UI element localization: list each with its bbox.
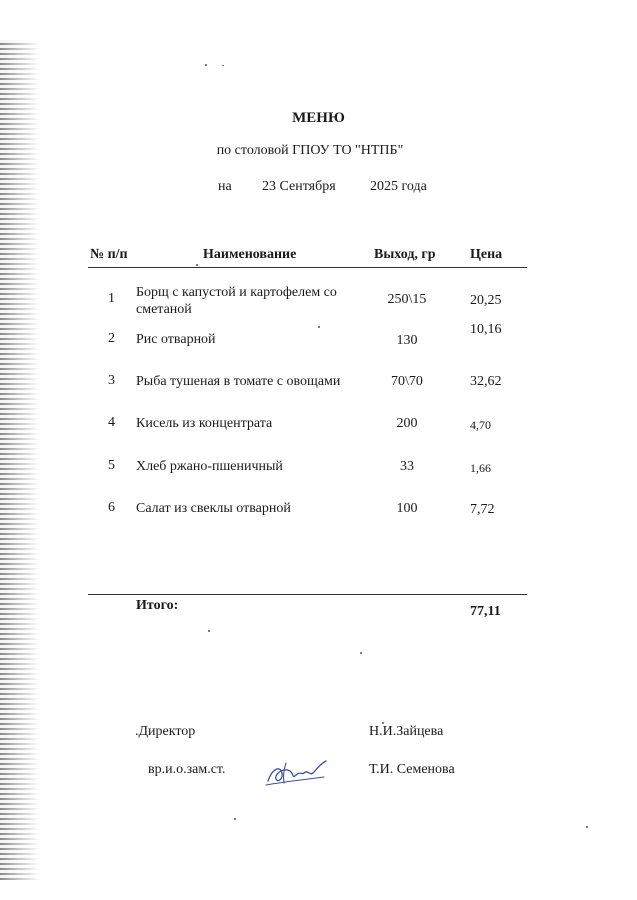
scan-speck	[205, 64, 207, 66]
row-3-price: 32,62	[470, 374, 502, 389]
row-6-price: 7,72	[470, 502, 495, 517]
row-2-name: Рис отварной	[136, 332, 216, 347]
header-number: № п/п	[90, 247, 128, 262]
total-value: 77,11	[470, 604, 501, 619]
row-4-yield: 200	[396, 416, 418, 431]
date-prefix: на	[218, 179, 232, 194]
scan-speck	[234, 818, 236, 820]
row-3-number: 3	[108, 373, 115, 388]
scan-speck	[222, 65, 224, 66]
row-3-yield: 70\70	[391, 374, 423, 389]
row-3-name: Рыба тушеная в томате с овощами	[136, 374, 341, 389]
row-1-yield: 250\15	[387, 292, 427, 307]
total-label: Итого:	[136, 598, 179, 613]
row-1-name-line2: сметаной	[136, 302, 192, 317]
row-5-number: 5	[108, 458, 115, 473]
header-divider	[88, 267, 527, 268]
date-day-month: 23 Сентября	[262, 179, 336, 194]
scan-speck	[382, 722, 384, 724]
row-6-number: 6	[108, 500, 115, 515]
scan-speck	[318, 326, 320, 328]
scan-edge-artifact	[0, 40, 40, 880]
row-1-price: 20,25	[470, 293, 502, 308]
row-6-name: Салат из свеклы отварной	[136, 501, 291, 516]
row-2-number: 2	[108, 331, 115, 346]
row-1-name-line1: Борщ с капустой и картофелем со	[136, 285, 337, 300]
scan-speck	[196, 264, 198, 266]
row-5-name: Хлеб ржано-пшеничный	[136, 459, 283, 474]
row-6-yield: 100	[396, 501, 418, 516]
handwritten-signature-icon	[262, 755, 332, 791]
deputy-name: Т.И. Семенова	[369, 762, 455, 777]
scan-speck	[586, 826, 588, 828]
scan-speck	[360, 652, 362, 654]
director-role: .Директор	[135, 724, 196, 739]
total-divider	[88, 594, 527, 595]
row-5-yield: 33	[400, 459, 414, 474]
row-2-price: 10,16	[470, 322, 502, 337]
date-year: 2025 года	[370, 179, 427, 194]
menu-subtitle: по столовой ГПОУ ТО "НТПБ"	[216, 143, 404, 158]
director-name: Н.И.Зайцева	[369, 724, 444, 739]
row-1-number: 1	[108, 291, 115, 306]
row-4-number: 4	[108, 415, 115, 430]
menu-title: МЕНЮ	[292, 110, 345, 126]
deputy-role: вр.и.о.зам.ст.	[148, 762, 226, 777]
row-4-name: Кисель из концентрата	[136, 416, 273, 431]
row-2-yield: 130	[396, 333, 418, 348]
row-5-price: 1,66	[470, 461, 491, 475]
scan-speck	[208, 630, 210, 632]
header-yield: Выход, гр	[374, 247, 436, 262]
header-price: Цена	[470, 247, 503, 262]
header-name: Наименование	[203, 247, 297, 262]
row-4-price: 4,70	[470, 418, 491, 432]
